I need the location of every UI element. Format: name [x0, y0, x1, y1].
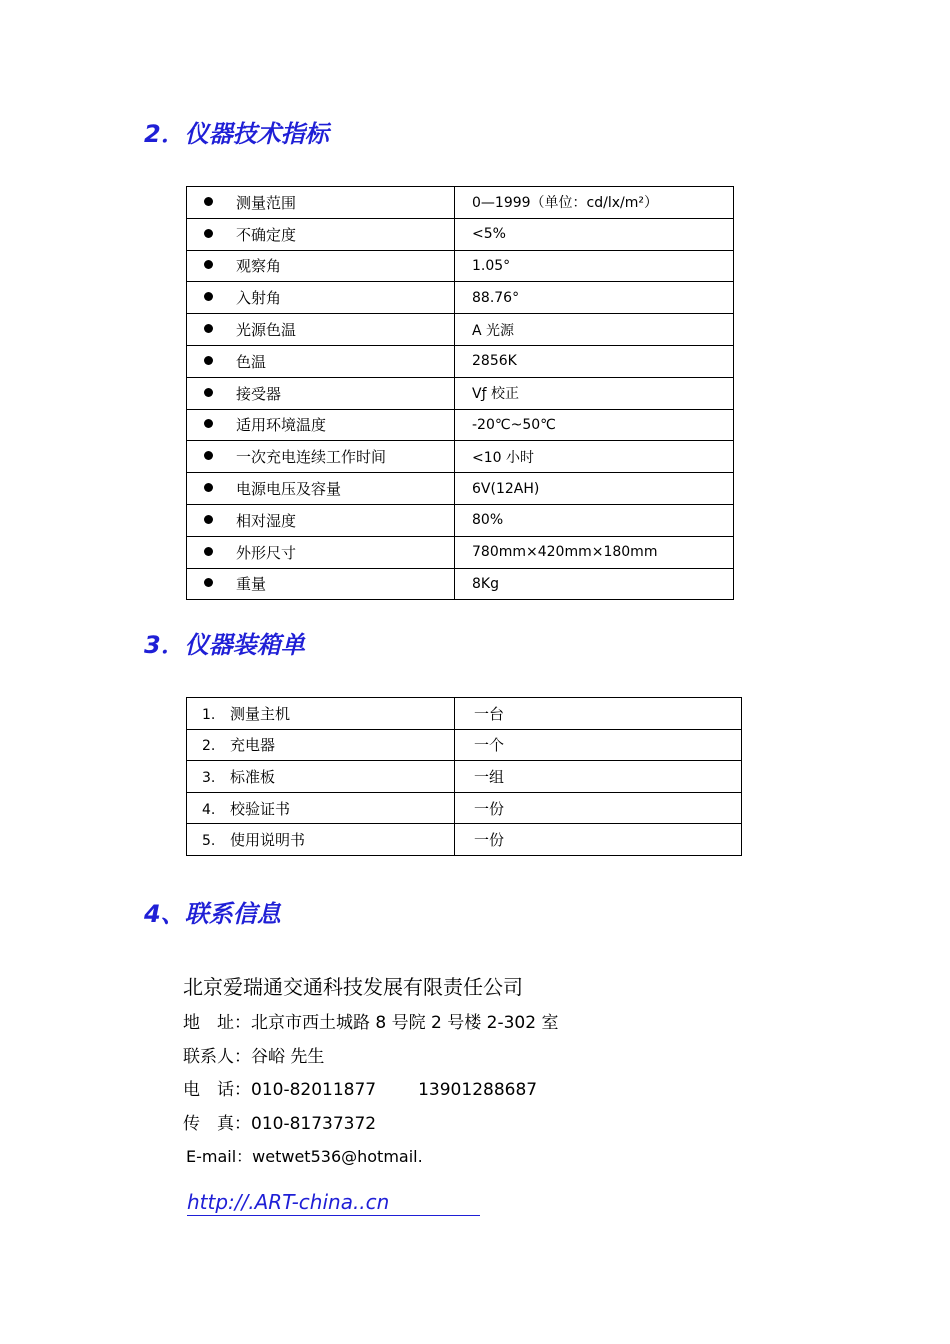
packing-qty: 一份 [455, 824, 742, 856]
table-row [187, 473, 734, 505]
spec-item: 不确定度 [236, 225, 297, 244]
phone-value-2: 13901288687 [418, 1080, 538, 1100]
item-number: 1. [202, 706, 216, 723]
table-row [187, 345, 734, 377]
bullet-icon [204, 483, 213, 492]
spec-item: 测量范围 [236, 193, 297, 212]
packing-item: 测量主机 [230, 704, 291, 723]
table-row [187, 282, 734, 314]
spec-item: 电源电压及容量 [236, 480, 342, 499]
spec-value: 2856K [455, 345, 734, 377]
spec-item: 一次充电连续工作时间 [236, 448, 387, 467]
spec-value: 6V(12AH) [455, 473, 734, 505]
spec-item: 入射角 [236, 289, 282, 308]
packing-qty: 一台 [455, 698, 742, 730]
table-row [187, 409, 734, 441]
table-row [187, 504, 734, 536]
spec-item: 外形尺寸 [236, 543, 297, 562]
item-number: 3. [202, 769, 216, 786]
table-row [187, 314, 734, 346]
packing-heading: 3．仪器装箱单 [144, 631, 305, 659]
fax-line [183, 1113, 376, 1135]
spec-value: A 光源 [455, 314, 734, 346]
address-value: 北京市西土城路 8 号院 2 号楼 2-302 室 [251, 1013, 559, 1033]
bullet-icon [204, 292, 213, 301]
table-row [187, 187, 734, 219]
address-line [183, 1012, 558, 1034]
spec-item: 重量 [236, 575, 267, 594]
spec-item: 观察角 [236, 257, 282, 276]
person-value: 谷峪 先生 [251, 1047, 325, 1067]
table-row [187, 250, 734, 282]
person-label: 联系人： [183, 1047, 251, 1067]
table-row [187, 824, 742, 856]
spec-value: 780mm×420mm×180mm [455, 536, 734, 568]
bullet-icon [204, 324, 213, 333]
bullet-icon [204, 197, 213, 206]
address-label: 地 址： [183, 1013, 251, 1033]
spec-value: Vƒ 校正 [455, 377, 734, 409]
specs-table [186, 186, 734, 600]
bullet-icon [204, 419, 213, 428]
table-row [187, 792, 742, 824]
spec-item: 相对湿度 [236, 511, 297, 530]
table-row [187, 698, 742, 730]
item-number: 2. [202, 738, 216, 755]
email-label: E-mail： [186, 1147, 253, 1166]
packing-item: 标准板 [230, 767, 276, 786]
email-line [186, 1146, 423, 1168]
bullet-icon [204, 547, 213, 556]
spec-value: -20℃~50℃ [455, 409, 734, 441]
spec-value: 80% [455, 504, 734, 536]
bullet-icon [204, 356, 213, 365]
packing-item: 校验证书 [230, 799, 291, 818]
table-row [187, 761, 742, 793]
table-row [187, 441, 734, 473]
spec-value: <10 小时 [455, 441, 734, 473]
spec-item: 色温 [236, 352, 267, 371]
spec-value: 0—1999（单位：cd/lx/m²） [455, 187, 734, 219]
bullet-icon [204, 578, 213, 587]
packing-qty: 一个 [455, 729, 742, 761]
phone-value-1: 010-82011877 [251, 1080, 377, 1100]
table-row [187, 536, 734, 568]
specs-heading: 2．仪器技术指标 [144, 120, 329, 148]
item-number: 4. [202, 801, 216, 818]
fax-value: 010-81737372 [251, 1114, 377, 1134]
spec-item: 接受器 [236, 384, 282, 403]
bullet-icon [204, 388, 213, 397]
contact-person-line [183, 1046, 324, 1068]
table-row [187, 568, 734, 600]
spec-item: 适用环境温度 [236, 416, 327, 435]
item-number: 5. [202, 833, 216, 850]
bullet-icon [204, 451, 213, 460]
spec-item: 光源色温 [236, 321, 297, 340]
spec-value: 8Kg [455, 568, 734, 600]
table-row [187, 377, 734, 409]
table-row [187, 729, 742, 761]
website-link[interactable]: http://.ART-china..cn [187, 1189, 480, 1216]
spec-value: 1.05° [455, 250, 734, 282]
packing-table [186, 697, 742, 856]
spec-value: <5% [455, 218, 734, 250]
packing-qty: 一组 [455, 761, 742, 793]
bullet-icon [204, 260, 213, 269]
phone-label: 电 话： [183, 1080, 251, 1100]
phone-line [183, 1079, 537, 1101]
bullet-icon [204, 515, 213, 524]
packing-qty: 一份 [455, 792, 742, 824]
table-row [187, 218, 734, 250]
packing-item: 使用说明书 [230, 831, 306, 850]
spec-value: 88.76° [455, 282, 734, 314]
email-value: wetwet536@hotmail. [252, 1147, 423, 1166]
fax-label: 传 真： [183, 1114, 251, 1134]
contact-heading: 4、联系信息 [144, 900, 281, 928]
bullet-icon [204, 229, 213, 238]
company-name: 北京爱瑞通交通科技发展有限责任公司 [183, 975, 523, 999]
packing-item: 充电器 [230, 736, 276, 755]
